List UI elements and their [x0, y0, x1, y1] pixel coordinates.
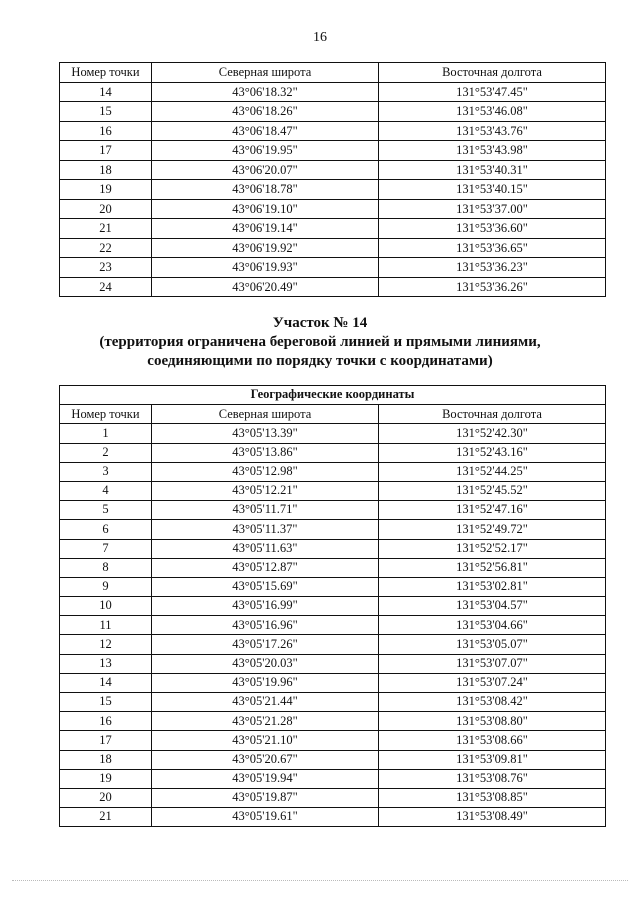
cell-point-number: 17: [60, 141, 152, 161]
table-row: [60, 121, 606, 141]
cell-point-number: 23: [60, 258, 152, 278]
cell-point-number: 10: [60, 597, 152, 616]
cell-longitude: 131°52'52.17": [379, 539, 606, 558]
table-row: [60, 539, 606, 558]
table-row: [60, 520, 606, 539]
cell-longitude: 131°53'08.85": [379, 788, 606, 807]
cell-longitude: 131°53'40.15": [379, 180, 606, 200]
cell-point-number: 17: [60, 731, 152, 750]
section-subtitle-line-1: (территория ограничена береговой линией и прямыми линиями,: [99, 334, 541, 350]
cell-latitude: 43°05'21.28": [152, 712, 379, 731]
cell-point-number: 20: [60, 199, 152, 219]
cell-latitude: 43°06'18.47": [152, 121, 379, 141]
cell-point-number: 14: [60, 82, 152, 102]
table-row: [60, 750, 606, 769]
cell-latitude: 43°05'11.37": [152, 520, 379, 539]
cell-latitude: 43°05'20.03": [152, 654, 379, 673]
table-body: [60, 82, 606, 297]
cell-point-number: 7: [60, 539, 152, 558]
cell-point-number: 1: [60, 424, 152, 443]
cell-longitude: 131°53'08.76": [379, 769, 606, 788]
cell-longitude: 131°53'36.23": [379, 258, 606, 278]
cell-point-number: 16: [60, 121, 152, 141]
cell-latitude: 43°05'11.63": [152, 539, 379, 558]
cell-latitude: 43°05'11.71": [152, 501, 379, 520]
cell-point-number: 5: [60, 501, 152, 520]
cell-latitude: 43°06'19.10": [152, 199, 379, 219]
section-heading: [0, 314, 640, 371]
table-row: [60, 180, 606, 200]
cell-longitude: 131°53'04.66": [379, 616, 606, 635]
table-row: [60, 277, 606, 297]
table-row: [60, 769, 606, 788]
cell-longitude: 131°52'49.72": [379, 520, 606, 539]
table-row: [60, 424, 606, 443]
cell-point-number: 12: [60, 635, 152, 654]
cell-longitude: 131°53'08.49": [379, 808, 606, 827]
cell-point-number: 11: [60, 616, 152, 635]
table-row: [60, 481, 606, 500]
cell-point-number: 15: [60, 102, 152, 122]
column-header-latitude: Северная широта: [152, 63, 379, 83]
cell-point-number: 14: [60, 673, 152, 692]
cell-latitude: 43°06'19.92": [152, 238, 379, 258]
cell-latitude: 43°06'19.93": [152, 258, 379, 278]
column-header-point: Номер точки: [60, 63, 152, 83]
table-row: [60, 82, 606, 102]
cell-point-number: 3: [60, 462, 152, 481]
table-body: [60, 424, 606, 827]
table-row: [60, 443, 606, 462]
cell-point-number: 24: [60, 277, 152, 297]
cell-point-number: 18: [60, 160, 152, 180]
table-row: [60, 712, 606, 731]
table-row: [60, 558, 606, 577]
cell-latitude: 43°05'12.98": [152, 462, 379, 481]
cell-latitude: 43°06'18.26": [152, 102, 379, 122]
cell-longitude: 131°52'45.52": [379, 481, 606, 500]
table-group-header-row: [60, 386, 606, 405]
cell-longitude: 131°53'08.80": [379, 712, 606, 731]
table-row: [60, 597, 606, 616]
cell-latitude: 43°05'13.86": [152, 443, 379, 462]
cell-longitude: 131°52'43.16": [379, 443, 606, 462]
cell-point-number: 15: [60, 693, 152, 712]
table-row: [60, 808, 606, 827]
cell-longitude: 131°53'09.81": [379, 750, 606, 769]
cell-latitude: 43°05'15.69": [152, 577, 379, 596]
cell-latitude: 43°05'16.96": [152, 616, 379, 635]
table-row: [60, 693, 606, 712]
cell-latitude: 43°06'18.32": [152, 82, 379, 102]
cell-longitude: 131°53'36.60": [379, 219, 606, 239]
column-header-latitude: Северная широта: [152, 405, 379, 424]
cell-longitude: 131°53'36.65": [379, 238, 606, 258]
page-number: 16: [313, 30, 327, 45]
cell-longitude: 131°52'42.30": [379, 424, 606, 443]
table-row: [60, 258, 606, 278]
table-row: [60, 635, 606, 654]
cell-point-number: 13: [60, 654, 152, 673]
table-header-row: [60, 63, 606, 83]
cell-latitude: 43°05'12.87": [152, 558, 379, 577]
table-row: [60, 501, 606, 520]
cell-latitude: 43°05'16.99": [152, 597, 379, 616]
cell-point-number: 9: [60, 577, 152, 596]
column-header-point: Номер точки: [60, 405, 152, 424]
cell-latitude: 43°05'19.96": [152, 673, 379, 692]
cell-latitude: 43°05'21.10": [152, 731, 379, 750]
cell-point-number: 16: [60, 712, 152, 731]
cell-latitude: 43°05'12.21": [152, 481, 379, 500]
cell-latitude: 43°06'19.14": [152, 219, 379, 239]
cell-longitude: 131°53'04.57": [379, 597, 606, 616]
cell-latitude: 43°05'19.94": [152, 769, 379, 788]
cell-latitude: 43°05'19.87": [152, 788, 379, 807]
cell-latitude: 43°05'19.61": [152, 808, 379, 827]
cell-longitude: 131°53'37.00": [379, 199, 606, 219]
table-row: [60, 160, 606, 180]
cell-latitude: 43°05'21.44": [152, 693, 379, 712]
cell-longitude: 131°53'07.24": [379, 673, 606, 692]
cell-point-number: 4: [60, 481, 152, 500]
cell-latitude: 43°05'13.39": [152, 424, 379, 443]
cell-point-number: 6: [60, 520, 152, 539]
cell-point-number: 21: [60, 808, 152, 827]
table-row: [60, 199, 606, 219]
cell-longitude: 131°53'46.08": [379, 102, 606, 122]
cell-longitude: 131°53'08.42": [379, 693, 606, 712]
cell-longitude: 131°53'43.98": [379, 141, 606, 161]
cell-longitude: 131°53'08.66": [379, 731, 606, 750]
coordinates-table-2: [59, 385, 606, 827]
cell-point-number: 22: [60, 238, 152, 258]
cell-latitude: 43°05'20.67": [152, 750, 379, 769]
table-row: [60, 238, 606, 258]
cell-point-number: 2: [60, 443, 152, 462]
cell-longitude: 131°52'44.25": [379, 462, 606, 481]
table-row: [60, 731, 606, 750]
cell-longitude: 131°53'43.76": [379, 121, 606, 141]
cell-point-number: 18: [60, 750, 152, 769]
table-row: [60, 577, 606, 596]
cell-longitude: 131°53'40.31": [379, 160, 606, 180]
cell-point-number: 20: [60, 788, 152, 807]
cell-point-number: 8: [60, 558, 152, 577]
scan-edge-line: [12, 880, 628, 881]
table-row: [60, 141, 606, 161]
cell-latitude: 43°06'20.07": [152, 160, 379, 180]
coordinates-table-1: [59, 62, 606, 297]
cell-point-number: 19: [60, 180, 152, 200]
cell-longitude: 131°52'47.16": [379, 501, 606, 520]
cell-latitude: 43°06'20.49": [152, 277, 379, 297]
column-header-longitude: Восточная долгота: [379, 405, 606, 424]
table-row: [60, 219, 606, 239]
cell-latitude: 43°06'19.95": [152, 141, 379, 161]
table-row: [60, 462, 606, 481]
table-row: [60, 102, 606, 122]
cell-longitude: 131°52'56.81": [379, 558, 606, 577]
cell-longitude: 131°53'07.07": [379, 654, 606, 673]
cell-longitude: 131°53'02.81": [379, 577, 606, 596]
table-row: [60, 616, 606, 635]
table-row: [60, 788, 606, 807]
section-title: Участок № 14: [272, 315, 368, 331]
table-header-row: [60, 405, 606, 424]
cell-point-number: 21: [60, 219, 152, 239]
column-header-longitude: Восточная долгота: [379, 63, 606, 83]
table-row: [60, 673, 606, 692]
section-subtitle-line-2: соединяющими по порядку точки с координатами): [147, 353, 493, 369]
table-row: [60, 654, 606, 673]
group-header-geographic-coordinates: Географические координаты: [60, 386, 606, 405]
cell-latitude: 43°05'17.26": [152, 635, 379, 654]
cell-latitude: 43°06'18.78": [152, 180, 379, 200]
cell-point-number: 19: [60, 769, 152, 788]
cell-longitude: 131°53'05.07": [379, 635, 606, 654]
cell-longitude: 131°53'36.26": [379, 277, 606, 297]
cell-longitude: 131°53'47.45": [379, 82, 606, 102]
